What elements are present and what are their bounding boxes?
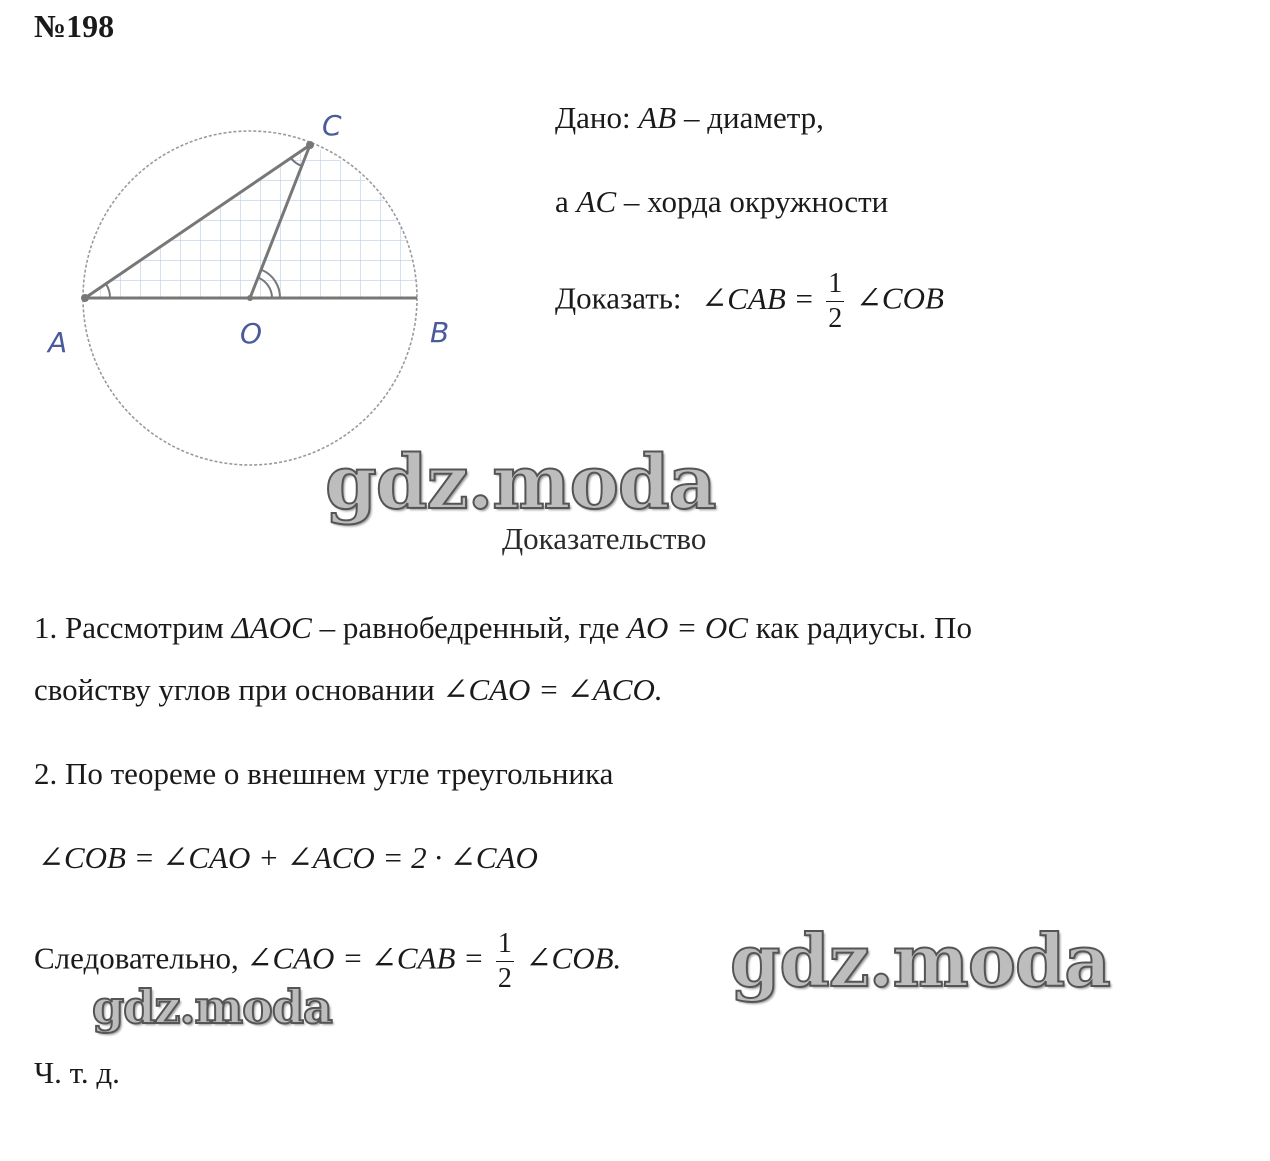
given-seg-ab: AB [638,100,677,135]
step1-a: 1. Рассмотрим [34,610,232,645]
label-c: C [322,109,342,142]
given-seg-ac: AC [576,184,617,219]
point-a [81,294,89,302]
geometry-figure [40,100,480,480]
step1-line-2 [34,672,663,708]
conclusion-frac-den: 2 [497,963,512,994]
step2-equation: ∠COB = ∠CAO + ∠ACO = 2 · ∠CAO [38,840,538,875]
point-c [306,141,314,149]
prove-line [555,270,944,333]
step1-c: как радиусы. По [747,610,972,645]
watermark-3: gdz.moda [92,980,332,1034]
problem-number: №198 [34,8,115,44]
conclusion-fraction [496,930,514,993]
watermark-1: gdz.moda [325,440,716,526]
label-a: A [48,326,68,359]
point-o [247,295,253,301]
step1-b: – равнобедренный, где [311,610,628,645]
proof-heading: Доказательство [502,521,707,556]
given-line-2-prefix: а [555,184,577,219]
watermark-2: gdz.moda [730,918,1110,1003]
qed: Ч. т. д. [34,1055,120,1090]
given-line-1 [555,100,824,136]
conclusion-frac-num: 1 [497,928,512,959]
conclusion-a: Следовательно, [34,940,247,976]
shaded-region [85,145,417,298]
step1-triangle: ΔAOC [231,610,312,645]
step1-line-1 [34,610,972,646]
step1-line2-a: свойству углов при основании [34,672,443,707]
step2-line-1: 2. По теореме о внешнем угле треугольника [34,756,614,791]
given-line-2-rest: – хорда окружности [616,184,889,219]
conclusion-lhs: ∠CAO = ∠CAB = [246,940,485,976]
label-o: O [240,317,263,350]
prove-rhs: ∠COB [855,280,944,316]
given-label: Дано: [555,100,631,135]
step1-line2-eq: ∠CAO = ∠ACO. [442,672,663,707]
prove-frac-num: 1 [828,268,843,299]
prove-label: Доказать: [555,280,682,316]
label-b: B [430,316,450,349]
prove-fraction [826,270,844,333]
conclusion-rhs: ∠COB. [525,940,622,976]
given-line-1-rest: – диаметр, [676,100,824,135]
prove-frac-den: 2 [828,303,843,334]
given-line-2 [555,184,888,220]
step1-eq: AO = OC [627,610,748,645]
prove-lhs: ∠CAB = [701,280,815,316]
